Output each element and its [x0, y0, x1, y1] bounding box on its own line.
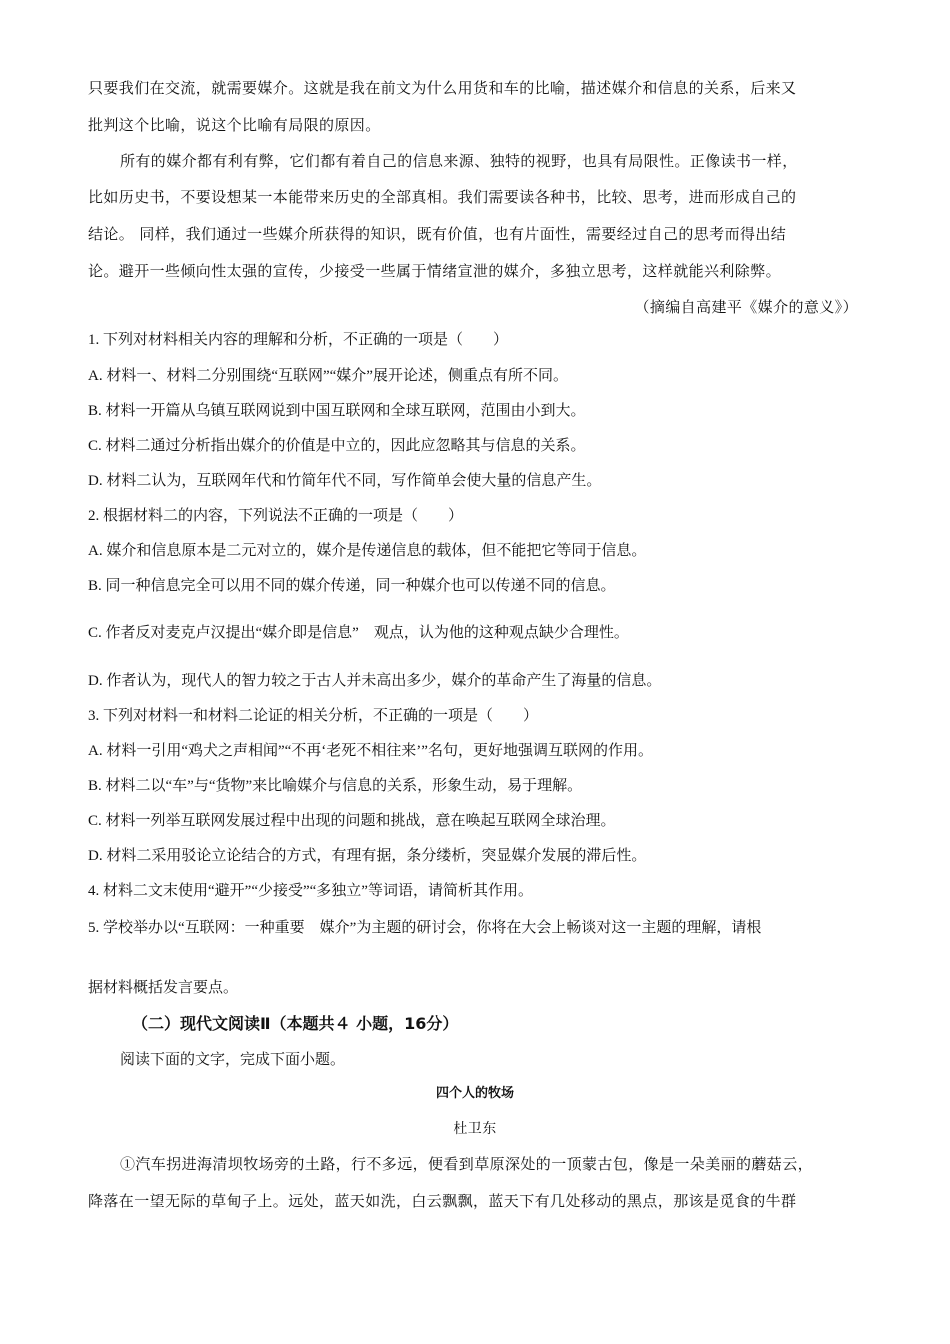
story-title: 四个人的牧场	[435, 1086, 514, 1101]
question-3-option-d: D. 材料二采用驳论立论结合的方式，有理有据，条分缕析，突显媒介发展的滞后性。	[88, 848, 647, 864]
section-heading: （二）现代文阅读Ⅱ（本题共４ 小题，16分）	[132, 1014, 459, 1033]
question-2-option-b: B. 同一种信息完全可以用不同的媒介传递，同一种媒介也可以传递不同的信息。	[88, 578, 616, 594]
question-3-option-c: C. 材料一列举互联网发展过程中出现的问题和挑战，意在唤起互联网全球治理。	[88, 813, 616, 829]
story-author: 杜卫东	[453, 1121, 497, 1137]
question-1-option-a: A. 材料一、材料二分别围绕“互联网”“媒介”展开论述，侧重点有所不同。	[88, 368, 568, 384]
question-1-stem: 1. 下列对材料相关内容的理解和分析，不正确的一项是（ ）	[88, 332, 509, 348]
question-3-option-a: A. 材料一引用“鸡犬之声相闻”“不再‘老死不相往来’”名句，更好地强调互联网的作用。	[88, 743, 653, 759]
question-5-stem-continued: 据材料概括发言要点。	[88, 980, 239, 996]
question-1-option-d: D. 材料二认为，互联网年代和竹简年代不同，写作简单会使大量的信息产生。	[88, 473, 602, 489]
story-line: 降落在一望无际的草甸子上。远处，蓝天如洗，白云飘飘，蓝天下有几处移动的黑点，那该是觅食的牛群	[88, 1192, 797, 1210]
passage-line: 只要我们在交流，就需要媒介。这就是我在前文为什么用货和车的比喻，描述媒介和信息的关系，后来又	[88, 79, 797, 97]
question-1-option-b: B. 材料一开篇从乌镇互联网说到中国互联网和全球互联网，范围由小到大。	[88, 403, 586, 419]
question-4-stem: 4. 材料二文末使用“避开”“少接受”“多独立”等词语，请简析其作用。	[88, 883, 533, 899]
question-2-option-a: A. 媒介和信息原本是二元对立的，媒介是传递信息的载体，但不能把它等同于信息。	[88, 543, 647, 559]
question-2-stem: 2. 根据材料二的内容，下列说法不正确的一项是（ ）	[88, 508, 464, 524]
question-1-option-c: C. 材料二通过分析指出媒介的价值是中立的，因此应忽略其与信息的关系。	[88, 438, 586, 454]
question-3-option-b: B. 材料二以“车”与“货物”来比喻媒介与信息的关系，形象生动，易于理解。	[88, 778, 583, 794]
story-paragraph-1: ①汽车拐进海清坝牧场旁的土路，行不多远，便看到草原深处的一顶蒙古包，像是一朵美丽的蘑菇云，	[120, 1155, 814, 1173]
question-5-stem: 5. 学校举办以“互联网：一种重要 媒介”为主题的研讨会，你将在大会上畅谈对这一主题的理解，请根	[88, 920, 762, 936]
question-3-stem: 3. 下列对材料一和材料二论证的相关分析，不正确的一项是（ ）	[88, 708, 539, 724]
source-citation: （摘编自高建平《媒介的意义》）	[634, 298, 858, 316]
passage-line: 比如历史书，不要设想某一本能带来历史的全部真相。我们需要读各种书，比较、思考，进而形成自己的	[88, 188, 797, 206]
question-2-option-d: D. 作者认为，现代人的智力较之于古人并未高出多少，媒介的革命产生了海量的信息。	[88, 673, 662, 689]
passage-line: 论。避开一些倾向性太强的宣传，少接受一些属于情绪宣泄的媒介，多独立思考，这样就能兴利除弊。	[88, 262, 782, 280]
passage-line: 批判这个比喻，说这个比喻有局限的原因。	[88, 116, 381, 134]
passage-line: 结论。 同样，我们通过一些媒介所获得的知识，既有价值，也有片面性，需要经过自己的思考而得出结	[88, 225, 787, 243]
passage-paragraph: 所有的媒介都有利有弊，它们都有着自己的信息来源、独特的视野，也具有局限性。正像读书一样，	[120, 152, 798, 170]
question-2-option-c: C. 作者反对麦克卢汉提出“媒介即是信息” 观点，认为他的这种观点缺少合理性。	[88, 625, 629, 641]
section-instruction: 阅读下面的文字，完成下面小题。	[120, 1052, 346, 1068]
